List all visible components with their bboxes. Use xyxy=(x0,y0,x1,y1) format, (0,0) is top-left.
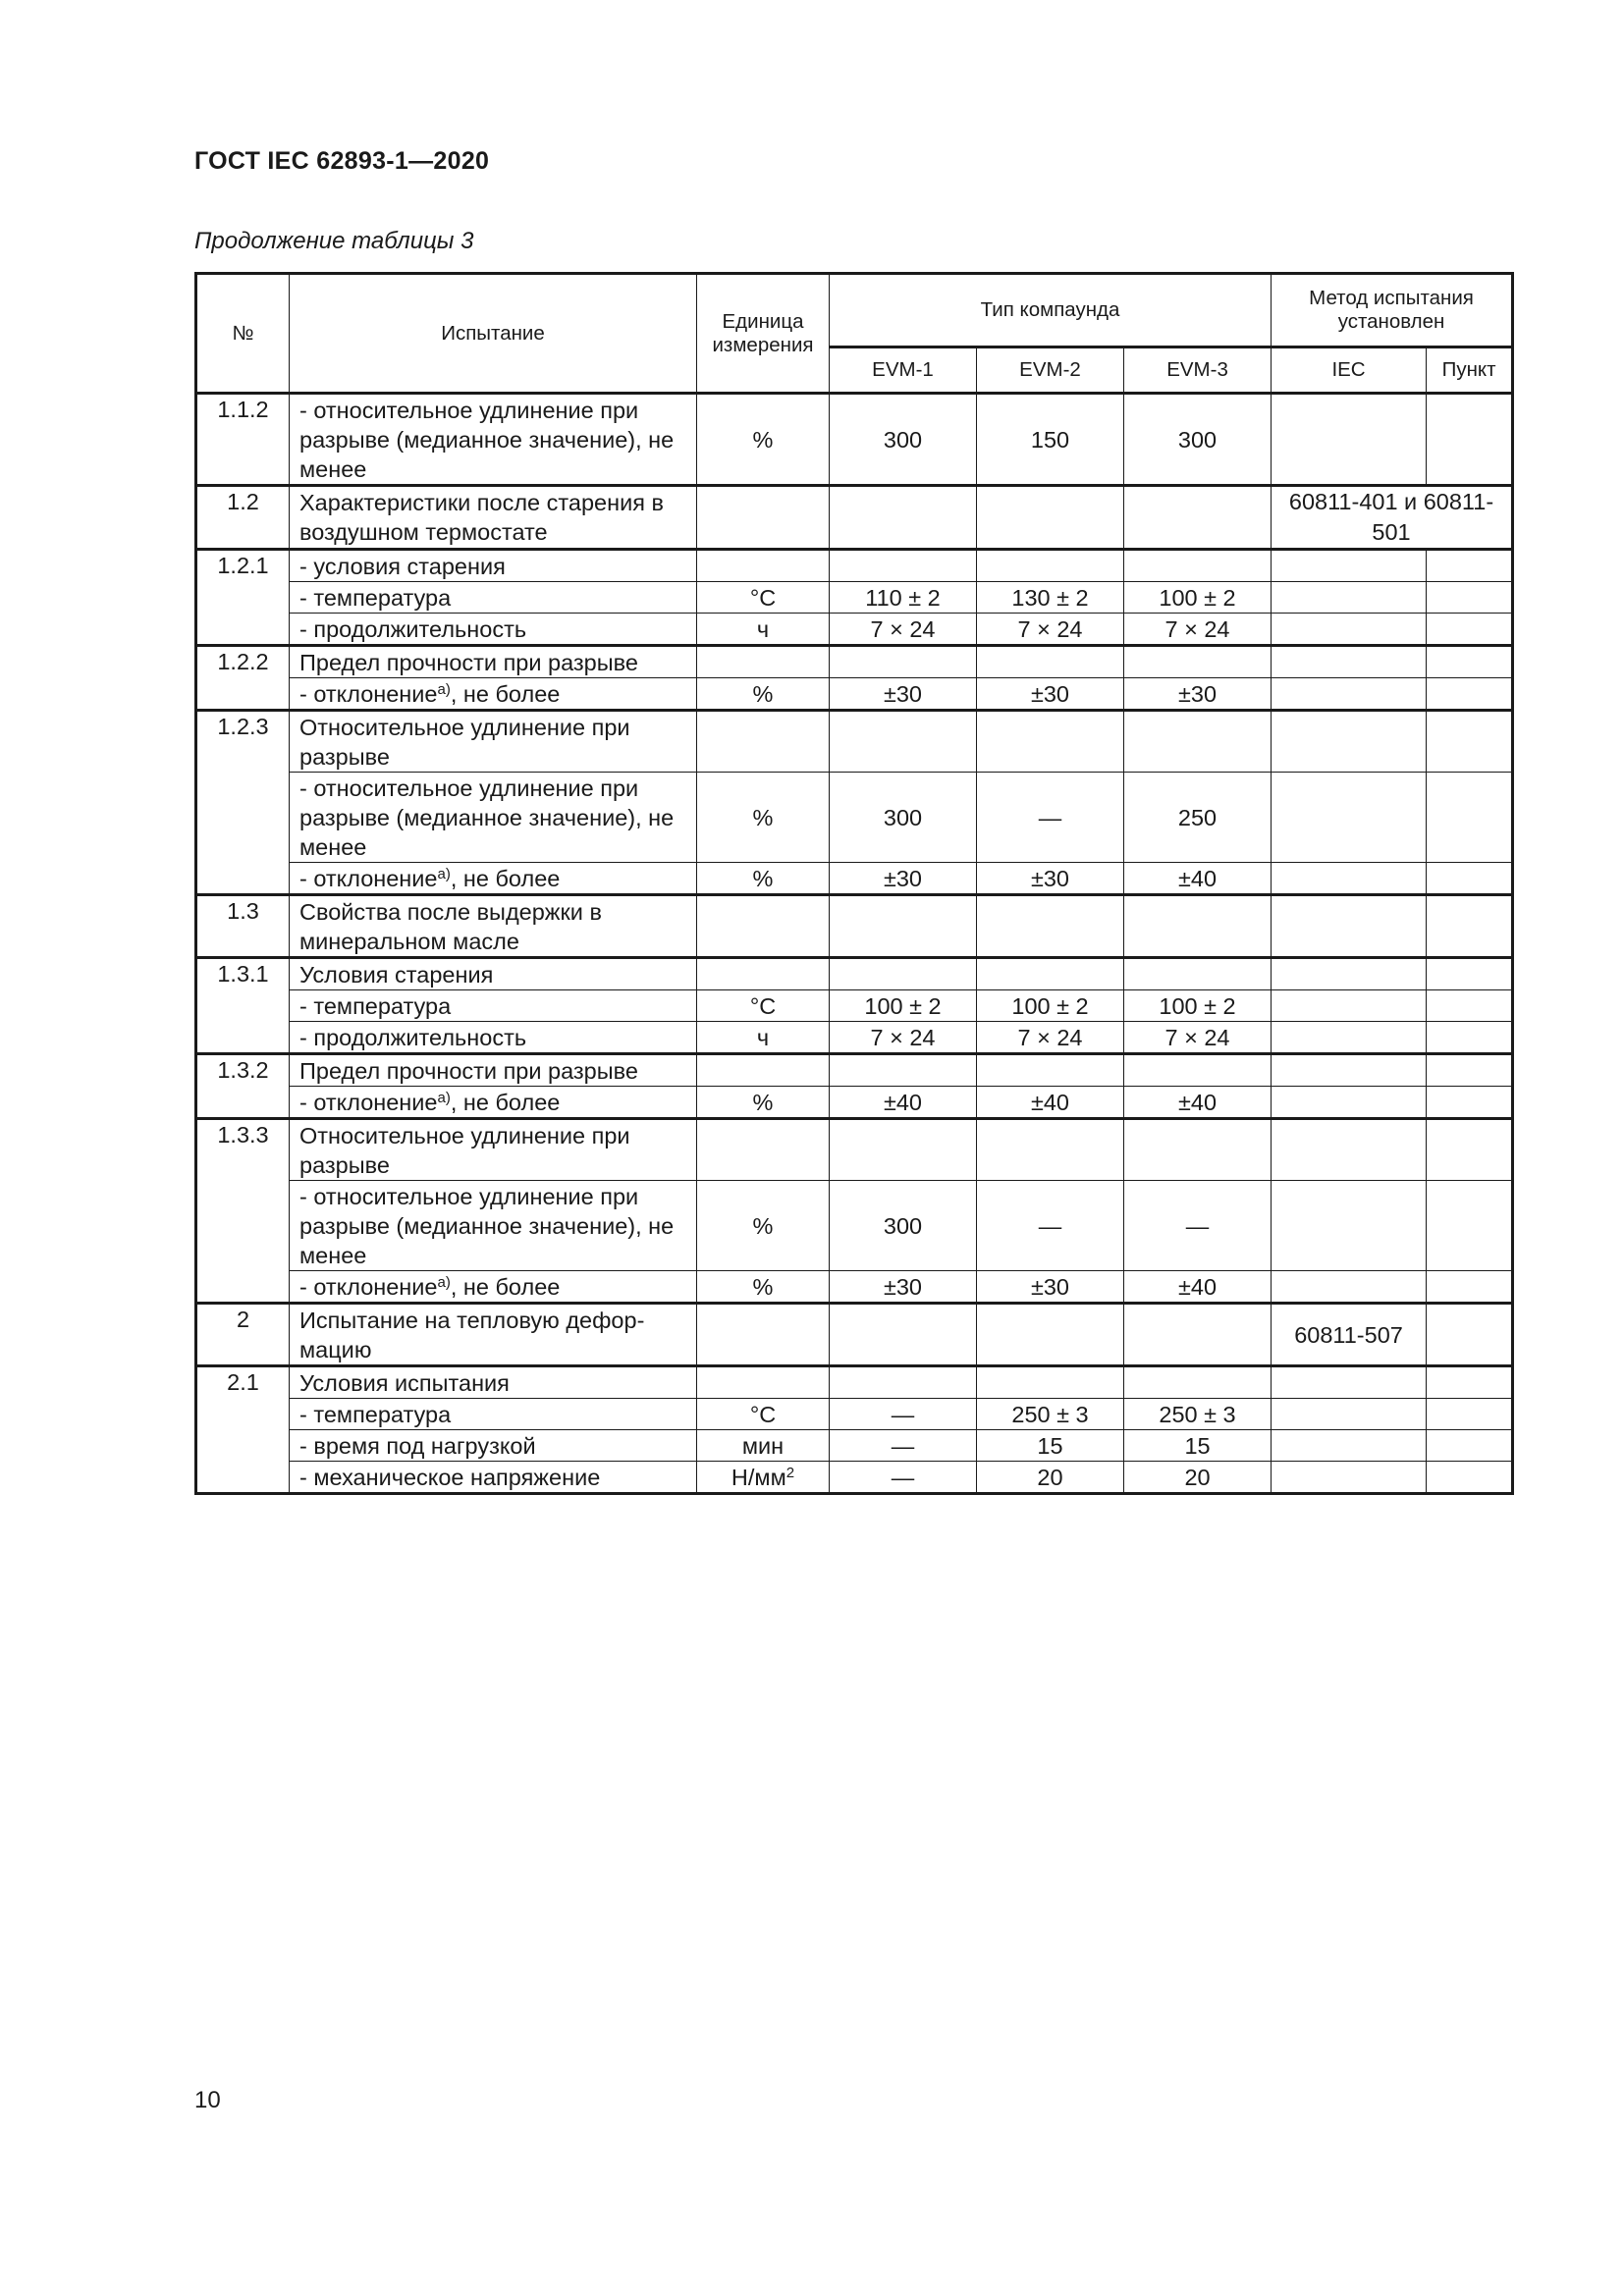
iec-standard xyxy=(1272,1181,1427,1271)
clause-value xyxy=(1427,550,1513,582)
evm2-value: 20 xyxy=(977,1462,1124,1494)
table-row xyxy=(196,614,1513,646)
iec-standard xyxy=(1272,394,1427,486)
clause-value xyxy=(1427,582,1513,614)
evm2-value xyxy=(977,646,1124,678)
unit-cell: мин xyxy=(697,1430,830,1462)
col-header-test-method: Метод испытания установлен xyxy=(1272,274,1513,347)
iec-standard xyxy=(1272,711,1427,773)
col-header-test: Испытание xyxy=(290,274,697,394)
clause-value xyxy=(1427,1022,1513,1054)
evm3-value xyxy=(1124,895,1272,958)
iec-standard xyxy=(1272,1430,1427,1462)
clause-value xyxy=(1427,1119,1513,1181)
evm1-value: ±40 xyxy=(830,1087,977,1119)
iec-standard xyxy=(1272,1022,1427,1054)
iec-standard xyxy=(1272,1087,1427,1119)
evm2-value: ±30 xyxy=(977,1271,1124,1304)
clause-value xyxy=(1427,646,1513,678)
evm2-value: 150 xyxy=(977,394,1124,486)
unit-cell xyxy=(697,1119,830,1181)
iec-standard xyxy=(1272,990,1427,1022)
evm3-value: 20 xyxy=(1124,1462,1272,1494)
footnote-mark: а) xyxy=(437,1273,451,1291)
evm2-value: 250 ± 3 xyxy=(977,1399,1124,1430)
evm3-value: 300 xyxy=(1124,394,1272,486)
unit-text: Н/мм xyxy=(731,1464,786,1490)
unit-cell: °C xyxy=(697,582,830,614)
item-number: 2.1 xyxy=(196,1366,290,1494)
clause-value xyxy=(1427,1271,1513,1304)
iec-standard xyxy=(1272,646,1427,678)
evm2-value: — xyxy=(977,1181,1124,1271)
unit-cell xyxy=(697,1366,830,1399)
unit-cell xyxy=(697,958,830,990)
evm3-value xyxy=(1124,486,1272,550)
evm3-value xyxy=(1124,958,1272,990)
evm1-value xyxy=(830,550,977,582)
evm1-value xyxy=(830,1304,977,1366)
clause-value xyxy=(1427,990,1513,1022)
table-row xyxy=(196,486,1513,550)
table-row xyxy=(196,1022,1513,1054)
iec-standard xyxy=(1272,863,1427,895)
col-header-evm2: EVM-2 xyxy=(977,347,1124,394)
evm2-value: 7 × 24 xyxy=(977,614,1124,646)
test-name: - продолжительность xyxy=(290,1022,697,1054)
iec-standard xyxy=(1272,1366,1427,1399)
clause-value xyxy=(1427,958,1513,990)
unit-cell: % xyxy=(697,1181,830,1271)
evm1-value: — xyxy=(830,1430,977,1462)
clause-value xyxy=(1427,614,1513,646)
evm3-value: 250 ± 3 xyxy=(1124,1399,1272,1430)
evm3-value: 250 xyxy=(1124,773,1272,863)
test-name: Предел прочности при разрыве xyxy=(290,1054,697,1087)
evm2-value: 130 ± 2 xyxy=(977,582,1124,614)
clause-value xyxy=(1427,863,1513,895)
unit-cell xyxy=(697,895,830,958)
unit-cell xyxy=(697,1054,830,1087)
unit-cell: ч xyxy=(697,1022,830,1054)
iec-standard xyxy=(1272,958,1427,990)
unit-cell: % xyxy=(697,1271,830,1304)
evm1-value: 7 × 24 xyxy=(830,1022,977,1054)
table-row xyxy=(196,646,1513,678)
unit-cell: % xyxy=(697,1087,830,1119)
document-title: ГОСТ IEC 62893-1—2020 xyxy=(194,147,490,175)
test-name-tail: , не более xyxy=(450,1089,561,1115)
evm1-value xyxy=(830,1119,977,1181)
evm3-value: 15 xyxy=(1124,1430,1272,1462)
table-row xyxy=(196,678,1513,711)
unit-cell xyxy=(697,646,830,678)
evm3-value xyxy=(1124,1366,1272,1399)
table-row xyxy=(196,394,1513,486)
test-name-text: - отклонение xyxy=(299,1273,438,1300)
item-number: 1.3 xyxy=(196,895,290,958)
evm1-value: ±30 xyxy=(830,863,977,895)
evm1-value: ±30 xyxy=(830,678,977,711)
evm1-value xyxy=(830,646,977,678)
evm3-value: — xyxy=(1124,1181,1272,1271)
evm3-value xyxy=(1124,1304,1272,1366)
unit-cell: ч xyxy=(697,614,830,646)
table-row xyxy=(196,1181,1513,1271)
item-number: 1.3.3 xyxy=(196,1119,290,1304)
test-name xyxy=(290,863,697,895)
table-row xyxy=(196,1119,1513,1181)
col-header-compound-type: Тип компаунда xyxy=(830,274,1272,347)
test-name: - механическое напряжение xyxy=(290,1462,697,1494)
iec-standard xyxy=(1272,773,1427,863)
evm1-value: ±30 xyxy=(830,1271,977,1304)
table-row xyxy=(196,582,1513,614)
iec-standard xyxy=(1272,895,1427,958)
test-name: Относительное удлинение при разрыве xyxy=(290,711,697,773)
test-name-tail: , не более xyxy=(450,1273,561,1300)
evm1-value: 300 xyxy=(830,394,977,486)
clause-value xyxy=(1427,1054,1513,1087)
unit-cell xyxy=(697,550,830,582)
clause-value xyxy=(1427,895,1513,958)
evm3-value: ±40 xyxy=(1124,1087,1272,1119)
table-row xyxy=(196,1366,1513,1399)
test-name xyxy=(290,1087,697,1119)
evm2-value: 7 × 24 xyxy=(977,1022,1124,1054)
test-name-text: - отклонение xyxy=(299,1089,438,1115)
iec-standard xyxy=(1272,1119,1427,1181)
evm2-value xyxy=(977,1054,1124,1087)
item-number: 1.3.1 xyxy=(196,958,290,1054)
col-header-evm3: EVM-3 xyxy=(1124,347,1272,394)
test-name: - продолжительность xyxy=(290,614,697,646)
clause-value xyxy=(1427,1304,1513,1366)
table-row xyxy=(196,1304,1513,1366)
table-row xyxy=(196,958,1513,990)
evm3-value xyxy=(1124,1054,1272,1087)
table-row xyxy=(196,773,1513,863)
evm1-value xyxy=(830,1054,977,1087)
test-name: - условия старения xyxy=(290,550,697,582)
evm3-value xyxy=(1124,550,1272,582)
unit-superscript: 2 xyxy=(785,1464,795,1481)
evm1-value xyxy=(830,486,977,550)
evm3-value: 100 ± 2 xyxy=(1124,582,1272,614)
iec-standard xyxy=(1272,1462,1427,1494)
table-header xyxy=(196,274,1513,394)
clause-value xyxy=(1427,773,1513,863)
evm2-value: 100 ± 2 xyxy=(977,990,1124,1022)
unit-cell: % xyxy=(697,678,830,711)
col-header-unit: Единица измерения xyxy=(697,274,830,394)
table-row xyxy=(196,1399,1513,1430)
iec-standard xyxy=(1272,582,1427,614)
item-number: 1.1.2 xyxy=(196,394,290,486)
evm3-value: 100 ± 2 xyxy=(1124,990,1272,1022)
evm2-value xyxy=(977,550,1124,582)
page-number: 10 xyxy=(194,2087,221,2113)
table-row xyxy=(196,1430,1513,1462)
evm1-value xyxy=(830,1366,977,1399)
unit-cell: °C xyxy=(697,990,830,1022)
evm2-value: ±40 xyxy=(977,1087,1124,1119)
table-row xyxy=(196,711,1513,773)
evm2-value xyxy=(977,1304,1124,1366)
unit-cell: °C xyxy=(697,1399,830,1430)
test-name: - относительное удлинение при разрыве (медианное значение), не менее xyxy=(290,773,697,863)
table-row xyxy=(196,1462,1513,1494)
evm3-value: ±30 xyxy=(1124,678,1272,711)
table-continuation-caption: Продолжение таблицы 3 xyxy=(194,228,474,254)
col-header-number: № xyxy=(196,274,290,394)
footnote-mark: а) xyxy=(437,1089,451,1106)
table-row xyxy=(196,1054,1513,1087)
evm2-value xyxy=(977,1366,1124,1399)
table-row xyxy=(196,1271,1513,1304)
evm2-value xyxy=(977,486,1124,550)
clause-value xyxy=(1427,1430,1513,1462)
clause-value xyxy=(1427,678,1513,711)
evm1-value xyxy=(830,958,977,990)
clause-value xyxy=(1427,1399,1513,1430)
clause-value xyxy=(1427,1181,1513,1271)
iec-standard xyxy=(1272,614,1427,646)
iec-standard xyxy=(1272,1399,1427,1430)
unit-cell xyxy=(697,1462,830,1494)
evm2-value xyxy=(977,1119,1124,1181)
test-method-merged: 60811-401 и 60811-501 xyxy=(1272,486,1513,550)
table-row xyxy=(196,1087,1513,1119)
test-name: - температура xyxy=(290,582,697,614)
iec-standard xyxy=(1272,550,1427,582)
table-row xyxy=(196,895,1513,958)
evm3-value: 7 × 24 xyxy=(1124,1022,1272,1054)
test-name xyxy=(290,678,697,711)
table-row xyxy=(196,550,1513,582)
table-body xyxy=(196,394,1513,1494)
test-name-tail: , не более xyxy=(450,865,561,891)
test-name: - относительное удлинение при разрыве (медианное значение), не менее xyxy=(290,394,697,486)
evm2-value xyxy=(977,958,1124,990)
unit-cell: % xyxy=(697,773,830,863)
evm1-value: 110 ± 2 xyxy=(830,582,977,614)
evm1-value: 300 xyxy=(830,1181,977,1271)
clause-value xyxy=(1427,1462,1513,1494)
evm2-value xyxy=(977,895,1124,958)
footnote-mark: а) xyxy=(437,680,451,698)
evm1-value xyxy=(830,895,977,958)
clause-value xyxy=(1427,1366,1513,1399)
evm3-value xyxy=(1124,711,1272,773)
test-name: Условия испытания xyxy=(290,1366,697,1399)
test-name: - температура xyxy=(290,1399,697,1430)
evm3-value: ±40 xyxy=(1124,1271,1272,1304)
table-row xyxy=(196,990,1513,1022)
test-name-text: - отклонение xyxy=(299,680,438,707)
iec-standard xyxy=(1272,1271,1427,1304)
test-name: Предел прочности при разрыве xyxy=(290,646,697,678)
test-name: - температура xyxy=(290,990,697,1022)
footnote-mark: а) xyxy=(437,865,451,882)
evm1-value: 300 xyxy=(830,773,977,863)
test-name xyxy=(290,1271,697,1304)
unit-cell xyxy=(697,711,830,773)
item-number: 1.2.2 xyxy=(196,646,290,711)
unit-cell: % xyxy=(697,394,830,486)
clause-value xyxy=(1427,711,1513,773)
col-header-clause: Пункт xyxy=(1427,347,1513,394)
col-header-evm1: EVM-1 xyxy=(830,347,977,394)
evm2-value: ±30 xyxy=(977,678,1124,711)
item-number: 2 xyxy=(196,1304,290,1366)
evm1-value: — xyxy=(830,1399,977,1430)
evm1-value: 7 × 24 xyxy=(830,614,977,646)
evm3-value: ±40 xyxy=(1124,863,1272,895)
iec-standard xyxy=(1272,1054,1427,1087)
test-name: Относительное удлинение при разрыве xyxy=(290,1119,697,1181)
test-name: Условия старения xyxy=(290,958,697,990)
test-name: - время под нагрузкой xyxy=(290,1430,697,1462)
unit-cell: % xyxy=(697,863,830,895)
unit-cell xyxy=(697,486,830,550)
table-row xyxy=(196,863,1513,895)
evm2-value: 15 xyxy=(977,1430,1124,1462)
unit-cell xyxy=(697,1304,830,1366)
test-name-text: - отклонение xyxy=(299,865,438,891)
test-name: Характеристики после старения в воздушном термостате xyxy=(290,486,697,550)
evm2-value: — xyxy=(977,773,1124,863)
iec-standard: 60811-507 xyxy=(1272,1304,1427,1366)
evm3-value xyxy=(1124,1119,1272,1181)
item-number: 1.2.1 xyxy=(196,550,290,646)
evm3-value xyxy=(1124,646,1272,678)
evm1-value: — xyxy=(830,1462,977,1494)
evm1-value: 100 ± 2 xyxy=(830,990,977,1022)
test-name: Испытание на тепловую дефор-мацию xyxy=(290,1304,697,1366)
col-header-iec: IEC xyxy=(1272,347,1427,394)
test-name: - относительное удлинение при разрыве (медианное значение), не менее xyxy=(290,1181,697,1271)
item-number: 1.2.3 xyxy=(196,711,290,895)
clause-value xyxy=(1427,394,1513,486)
evm2-value xyxy=(977,711,1124,773)
evm2-value: ±30 xyxy=(977,863,1124,895)
test-name: Свойства после выдержки в минеральном масле xyxy=(290,895,697,958)
evm3-value: 7 × 24 xyxy=(1124,614,1272,646)
evm1-value xyxy=(830,711,977,773)
test-name-tail: , не более xyxy=(450,680,561,707)
iec-standard xyxy=(1272,678,1427,711)
clause-value xyxy=(1427,1087,1513,1119)
item-number: 1.3.2 xyxy=(196,1054,290,1119)
item-number: 1.2 xyxy=(196,486,290,550)
specification-table xyxy=(194,272,1514,1495)
